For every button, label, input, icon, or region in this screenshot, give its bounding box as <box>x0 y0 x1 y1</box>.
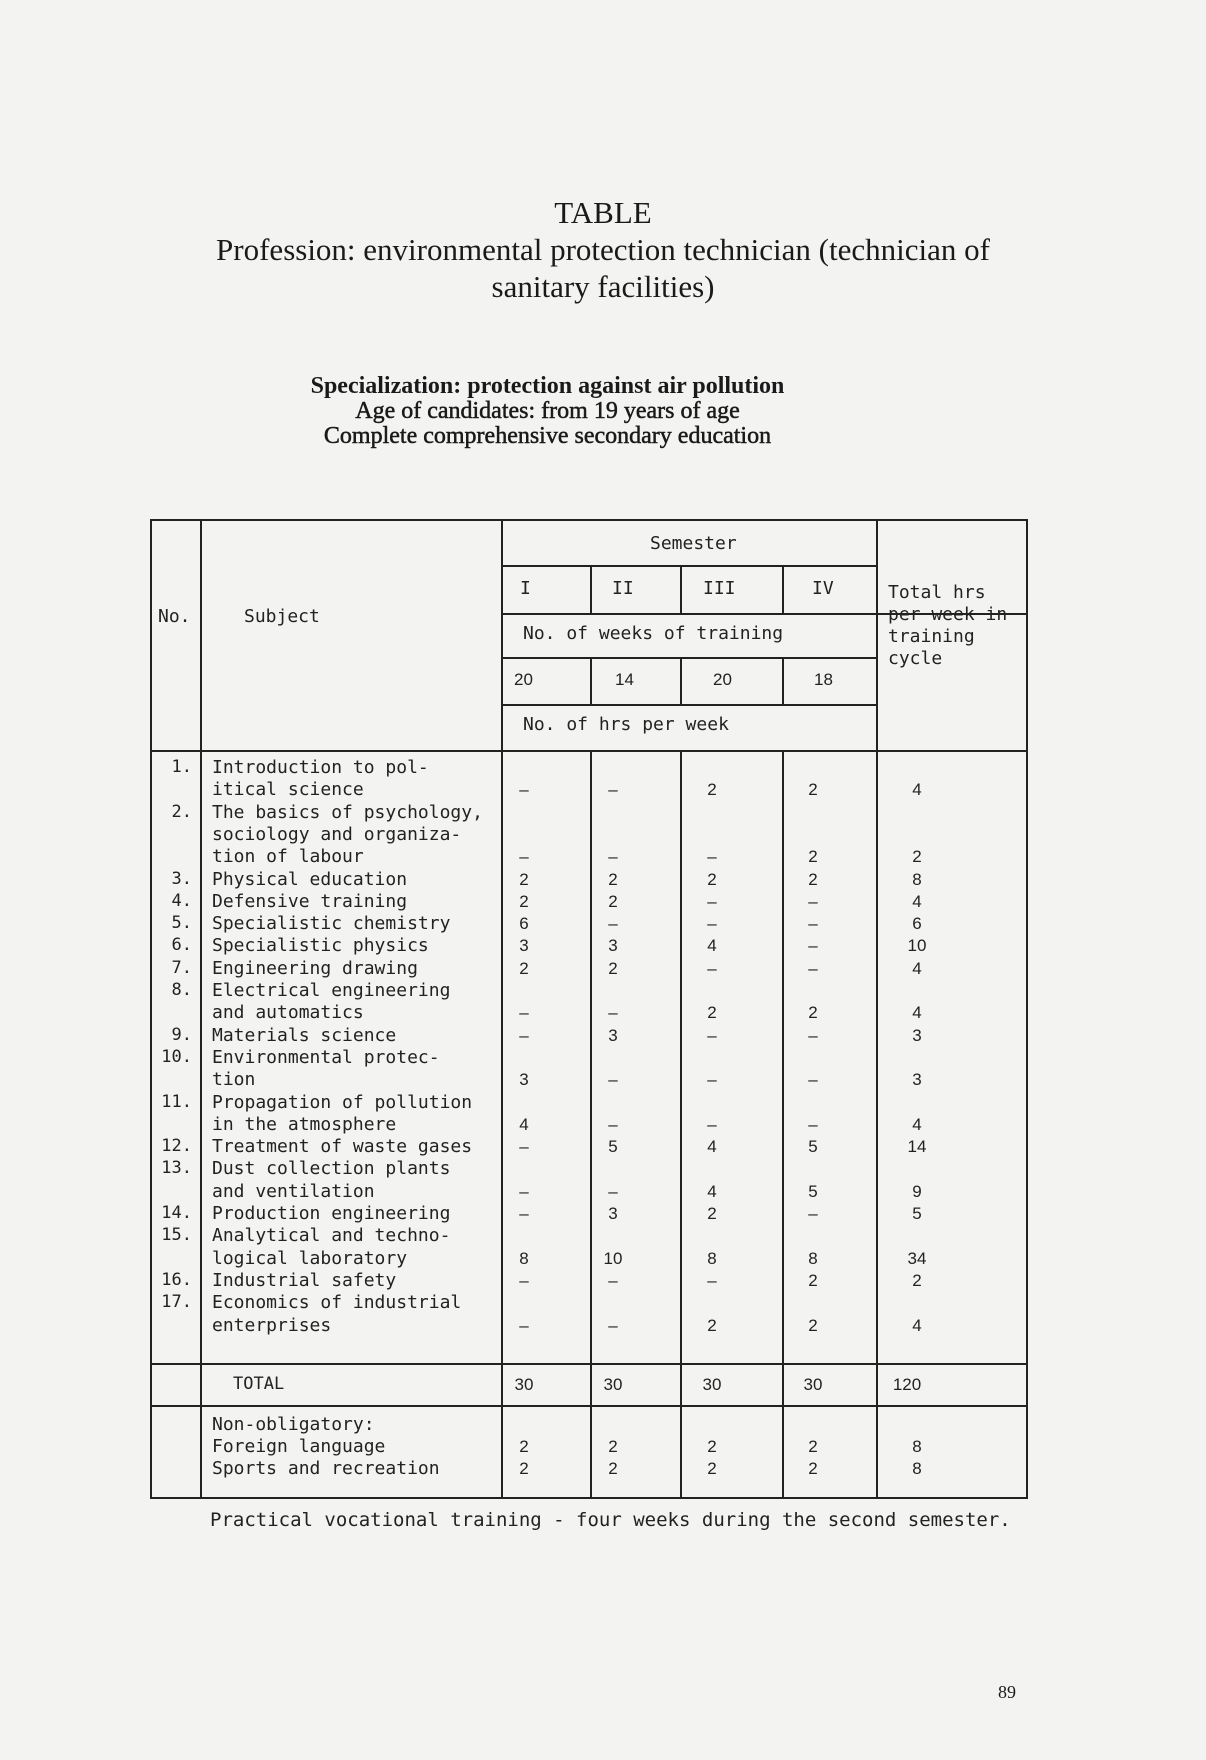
subject-name: Physical education <box>212 868 408 890</box>
subject-name: Materials science <box>212 1024 397 1046</box>
subject-name: enterprises <box>212 1314 332 1336</box>
weeks-label: No. of weeks of training <box>523 623 784 644</box>
hours-cell: – <box>707 1114 717 1134</box>
header-no: No. <box>158 606 191 627</box>
hours-cell: 8 <box>519 1248 529 1268</box>
footer-note: Practical vocational training - four weeks during the second semester. <box>210 1509 1011 1531</box>
total-header-1: Total hrs <box>888 582 986 603</box>
hours-cell: – <box>519 1270 529 1290</box>
nonobligatory-value: 2 <box>519 1459 529 1478</box>
total-all: 120 <box>892 1375 922 1394</box>
table-title: TABLE <box>554 195 652 230</box>
row-number: 3. <box>171 868 192 889</box>
specialization: Specialization: protection against air pollution <box>310 373 785 399</box>
hours-cell: 3 <box>608 936 618 956</box>
hours-cell: 2 <box>519 958 529 978</box>
hours-cell: – <box>608 1181 618 1201</box>
row-total: 4 <box>912 891 922 911</box>
hours-cell: – <box>707 914 717 934</box>
row-total: 2 <box>912 847 922 867</box>
hours-cell: 3 <box>608 1204 618 1223</box>
hours-cell: – <box>608 1070 618 1090</box>
total-label: TOTAL <box>233 1374 285 1394</box>
hours-cell: – <box>608 847 618 867</box>
nonobligatory-value: 2 <box>608 1437 618 1456</box>
subject-name: sociology and organiza- <box>212 823 462 845</box>
nonobligatory-value: 2 <box>707 1459 717 1478</box>
hours-cell: – <box>808 1070 818 1090</box>
row-number: 6. <box>171 935 192 956</box>
subject-name: Specialistic physics <box>212 935 429 957</box>
profession-line: Profession: environmental protection technician (technician of <box>216 232 990 267</box>
hours-cell: 2 <box>707 869 717 889</box>
row-number: 2. <box>171 801 192 822</box>
subject-name: Economics of industrial <box>212 1292 462 1314</box>
hours-cell: – <box>519 1025 529 1045</box>
row-number: 15. <box>161 1225 192 1246</box>
subject-name: Analytical and techno- <box>212 1225 451 1247</box>
hours-cell: – <box>608 1315 618 1335</box>
hours-cell: 4 <box>707 1181 717 1201</box>
semester-1: I <box>520 578 531 599</box>
subject-name: Dust collection plants <box>212 1158 451 1180</box>
hours-cell: 4 <box>707 936 717 956</box>
hours-cell: 2 <box>707 1315 717 1335</box>
hours-cell: – <box>707 847 717 867</box>
subject-name: Introduction to pol- <box>212 757 429 778</box>
total-sem-3: 30 <box>702 1375 722 1394</box>
header-semester: Semester <box>650 533 737 554</box>
hours-cell: 2 <box>808 847 818 867</box>
hours-cell: 6 <box>519 914 529 934</box>
hours-cell: – <box>519 780 529 800</box>
hours-cell: – <box>608 914 618 934</box>
semester-3: III <box>703 578 736 599</box>
hours-cell: 3 <box>519 936 529 956</box>
hours-cell: 2 <box>608 869 618 889</box>
hours-cell: – <box>808 936 818 956</box>
weeks-sem-1: 20 <box>514 670 533 689</box>
hours-cell: 2 <box>808 869 818 889</box>
subject-name: The basics of psychology, <box>212 801 483 823</box>
subject-name: Engineering drawing <box>212 957 418 979</box>
hours-cell: – <box>808 891 818 911</box>
subject-name: Production engineering <box>212 1203 451 1224</box>
hours-cell: 2 <box>519 869 529 889</box>
hours-cell: 2 <box>608 958 618 978</box>
subject-name: Propagation of pollution <box>212 1091 473 1113</box>
nonobligatory-value: 8 <box>912 1437 922 1456</box>
row-number: 14. <box>161 1203 192 1223</box>
row-total: 10 <box>907 936 927 956</box>
total-sem-1: 30 <box>514 1375 534 1394</box>
row-number: 1. <box>171 757 192 777</box>
subject-name: tion <box>212 1069 256 1091</box>
hours-cell: 3 <box>519 1070 529 1090</box>
row-number: 11. <box>161 1091 192 1112</box>
hours-cell: 2 <box>808 1003 818 1023</box>
row-number: 10. <box>161 1046 192 1067</box>
subject-name: Treatment of waste gases <box>212 1136 473 1158</box>
row-total: 4 <box>912 780 922 800</box>
header-subject: Subject <box>244 606 320 627</box>
subject-name: in the atmosphere <box>212 1113 397 1135</box>
row-number: 8. <box>171 980 192 1000</box>
row-number: 7. <box>171 957 192 978</box>
row-total: 3 <box>912 1025 922 1045</box>
hours-cell: – <box>608 1114 618 1134</box>
row-number: 12. <box>161 1136 192 1157</box>
hours-cell: – <box>608 1270 618 1290</box>
row-total: 34 <box>907 1248 927 1268</box>
hours-cell: 2 <box>808 1270 818 1290</box>
row-total: 8 <box>912 869 922 889</box>
nonobligatory-label: Non-obligatory: <box>212 1414 375 1435</box>
row-number: 13. <box>161 1158 192 1179</box>
hours-cell: – <box>808 1204 818 1223</box>
total-header-4: cycle <box>888 648 943 669</box>
subject-name: and ventilation <box>212 1180 375 1202</box>
hours-cell: 5 <box>608 1137 618 1157</box>
subject-name: Defensive training <box>212 890 408 912</box>
hours-cell: – <box>608 1003 618 1023</box>
hours-cell: 2 <box>808 1315 818 1335</box>
row-number: 5. <box>171 913 192 934</box>
subject-name: tion of labour <box>212 846 364 868</box>
semester-2: II <box>612 578 634 599</box>
page-number: 89 <box>998 1682 1016 1702</box>
nonobligatory-value: 8 <box>912 1459 922 1478</box>
hours-cell: 5 <box>808 1137 818 1157</box>
hours-cell: – <box>519 1181 529 1201</box>
hours-cell: – <box>707 1025 717 1045</box>
hours-cell: 4 <box>707 1137 717 1157</box>
weeks-sem-2: 14 <box>615 670 634 689</box>
subject-name: and automatics <box>212 1002 364 1024</box>
row-total: 4 <box>912 1003 922 1023</box>
hours-cell: 8 <box>808 1248 818 1268</box>
nonobligatory-value: 2 <box>519 1437 529 1456</box>
total-header-3: training <box>888 626 975 647</box>
row-total: 4 <box>912 1114 922 1134</box>
nonobligatory-subject: Foreign language <box>212 1436 386 1457</box>
row-total: 3 <box>912 1070 922 1090</box>
subject-name: Industrial safety <box>212 1269 397 1291</box>
hours-cell: – <box>707 1070 717 1090</box>
total-sem-2: 30 <box>603 1375 623 1394</box>
subject-name: Electrical engineering <box>212 980 451 1001</box>
hours-cell: – <box>808 914 818 934</box>
hours-cell: 5 <box>808 1181 818 1201</box>
total-sem-4: 30 <box>803 1375 823 1394</box>
hours-cell: 2 <box>519 891 529 911</box>
hours-cell: – <box>608 780 618 800</box>
hours-cell: – <box>519 1204 529 1223</box>
row-number: 16. <box>161 1269 192 1290</box>
age-of-candidates: Age of candidates: from 19 years of age <box>355 398 740 424</box>
hours-cell: 2 <box>608 891 618 911</box>
row-number: 4. <box>171 890 192 911</box>
hours-cell: – <box>707 891 717 911</box>
hours-cell: – <box>707 1270 717 1290</box>
hours-cell: – <box>808 1114 818 1134</box>
subject-name: Environmental protec- <box>212 1046 440 1068</box>
row-total: 2 <box>912 1270 922 1290</box>
nonobligatory-value: 2 <box>608 1459 618 1478</box>
hours-cell: 3 <box>608 1025 618 1045</box>
row-total: 4 <box>912 1315 922 1335</box>
nonobligatory-value: 2 <box>808 1459 818 1478</box>
hours-cell: 10 <box>603 1248 623 1268</box>
nonobligatory-subject: Sports and recreation <box>212 1458 440 1479</box>
hours-cell: 4 <box>519 1114 529 1134</box>
semester-4: IV <box>812 578 834 599</box>
row-total: 5 <box>912 1204 922 1223</box>
hours-cell: 2 <box>707 1003 717 1023</box>
hours-cell: – <box>707 958 717 978</box>
hours-cell: 2 <box>707 1204 717 1223</box>
hours-cell: – <box>519 1003 529 1023</box>
hours-cell: – <box>808 1025 818 1045</box>
subject-name: itical science <box>212 779 364 801</box>
row-number: 17. <box>161 1292 192 1313</box>
row-total: 14 <box>907 1137 927 1157</box>
hrs-per-week-label: No. of hrs per week <box>523 714 729 735</box>
row-total: 9 <box>912 1181 922 1201</box>
profession-line-2: sanitary facilities) <box>491 269 715 304</box>
hours-cell: – <box>808 958 818 978</box>
weeks-sem-3: 20 <box>713 670 732 689</box>
education-requirement: Complete comprehensive secondary education <box>323 423 772 449</box>
subject-name: Specialistic chemistry <box>212 913 451 935</box>
subject-name: logical laboratory <box>212 1247 408 1269</box>
weeks-sem-4: 18 <box>814 670 833 689</box>
hours-cell: 2 <box>808 780 818 800</box>
row-number: 9. <box>171 1024 192 1045</box>
hours-cell: 8 <box>707 1248 717 1268</box>
row-total: 6 <box>912 914 922 934</box>
hours-cell: – <box>519 847 529 867</box>
hours-cell: 2 <box>707 780 717 800</box>
nonobligatory-value: 2 <box>707 1437 717 1456</box>
hours-cell: – <box>519 1137 529 1157</box>
total-header-2: per week in <box>888 604 1008 625</box>
row-total: 4 <box>912 958 922 978</box>
hours-cell: – <box>519 1315 529 1335</box>
nonobligatory-value: 2 <box>808 1437 818 1456</box>
